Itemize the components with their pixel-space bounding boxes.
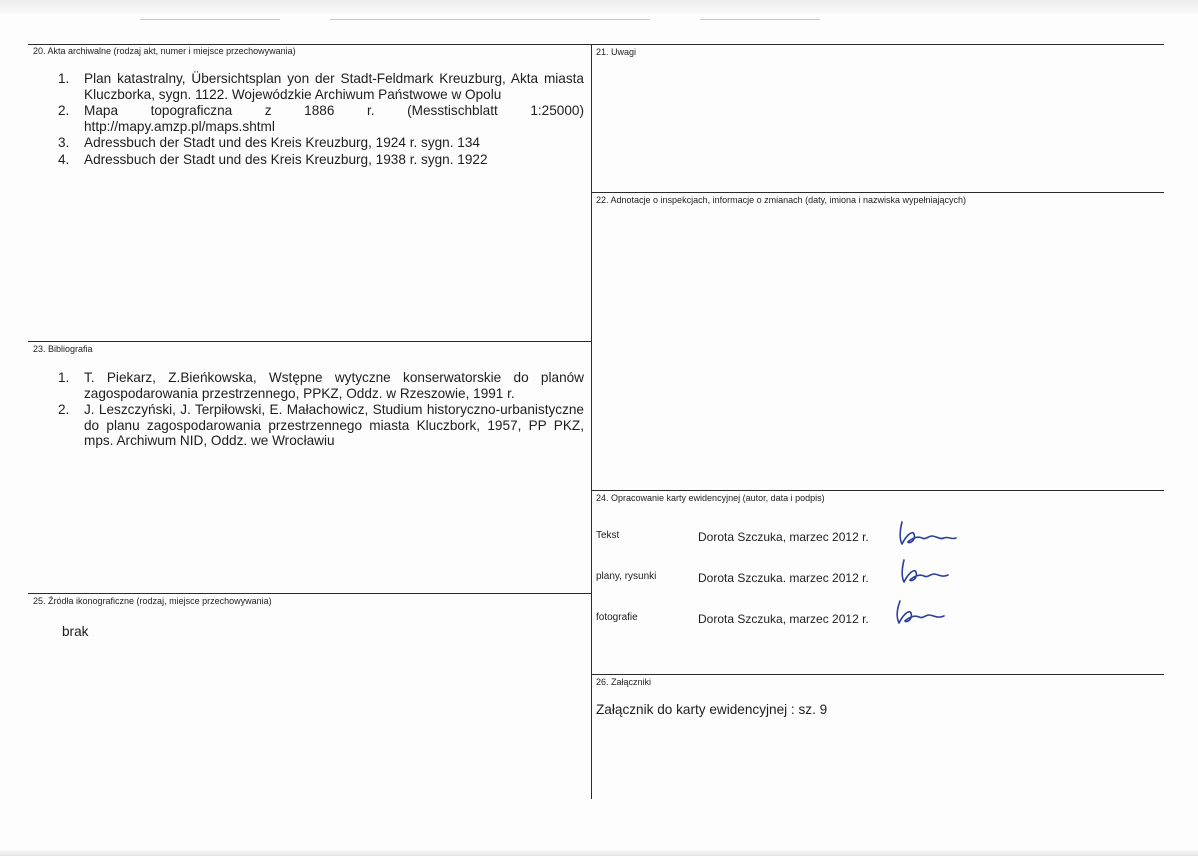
- row-label-fotografie: fotografie: [596, 612, 638, 623]
- section-20-list: [58, 71, 584, 168]
- section-22-label: 22. Adnotacje o inspekcjach, informacje o zmianach (daty, imiona i nazwiska wypełniających): [596, 195, 967, 205]
- scan-edge-bottom: [0, 850, 1198, 856]
- rule-section-23: [28, 341, 591, 342]
- section-26-text: Załącznik do karty ewidencyjnej : sz. 9: [596, 702, 828, 717]
- section-23-list: [58, 370, 584, 450]
- signature-icon: [890, 597, 952, 627]
- rule-top: [28, 44, 1164, 45]
- list-item: 2. J. Leszczyński, J. Terpiłowski, E. Małachowicz, Studium historyczno-urbanistyczne do planu zagospodarowania przestrzennego miasta Kluczbork, 1957, PP PKZ, mps. Archiwum NID, Oddz. we Wrocławiu: [58, 402, 584, 448]
- signature-icon: [896, 556, 958, 586]
- section-25-text: brak: [62, 624, 89, 639]
- section-26-label: 26. Załączniki: [596, 677, 652, 687]
- section-20-label: 20. Akta archiwalne (rodzaj akt, numer i miejsce przechowywania): [33, 46, 296, 56]
- scan-mark: [700, 19, 820, 20]
- list-item: 2. Mapa topograficzna z 1886 r. (Messtischblatt 1:25000) http://mapy.amzp.pl/maps.shtml: [58, 103, 584, 134]
- row-value-plany: Dorota Szczuka. marzec 2012 r.: [698, 571, 869, 585]
- list-item: 3. Adressbuch der Stadt und des Kreis Kreuzburg, 1924 r. sygn. 134: [58, 135, 480, 150]
- section-25-label: 25. Źródła ikonograficzne (rodzaj, miejsce przechowywania): [33, 596, 272, 606]
- rule-section-22: [592, 192, 1164, 193]
- row-value-tekst: Dorota Szczuka, marzec 2012 r.: [698, 530, 869, 544]
- section-21-label: 21. Uwagi: [596, 47, 637, 57]
- signature-icon: [896, 518, 958, 548]
- row-label-plany: plany, rysunki: [596, 571, 657, 582]
- rule-section-24: [592, 490, 1164, 491]
- row-value-fotografie: Dorota Szczuka, marzec 2012 r.: [698, 612, 869, 626]
- list-item: 4. Adressbuch der Stadt und des Kreis Kreuzburg, 1938 r. sygn. 1922: [58, 151, 488, 167]
- list-item: 1. Plan katastralny, Übersichtsplan yon der Stadt-Feldmark Kreuzburg, Akta miasta Kluczborka, sygn. 1122. Wojewódzkie Archiwum Państwowe w Opolu: [58, 71, 584, 102]
- rule-section-25: [28, 593, 591, 594]
- scan-mark: [140, 19, 280, 20]
- section-24-label: 24. Opracowanie karty ewidencyjnej (autor, data i podpis): [596, 493, 825, 503]
- section-23-label: 23. Bibliografia: [33, 344, 93, 354]
- rule-section-26: [592, 674, 1164, 675]
- row-label-tekst: Tekst: [596, 530, 620, 541]
- rule-center-vertical: [591, 44, 592, 799]
- scan-mark: [330, 19, 650, 20]
- list-item: 1. T. Piekarz, Z.Bieńkowska, Wstępne wytyczne konserwatorskie do planów zagospodarowania przestrzennego, PPKZ, Oddz. w Rzeszowie, 1991 r.: [58, 370, 584, 401]
- scan-edge-top: [0, 0, 1198, 14]
